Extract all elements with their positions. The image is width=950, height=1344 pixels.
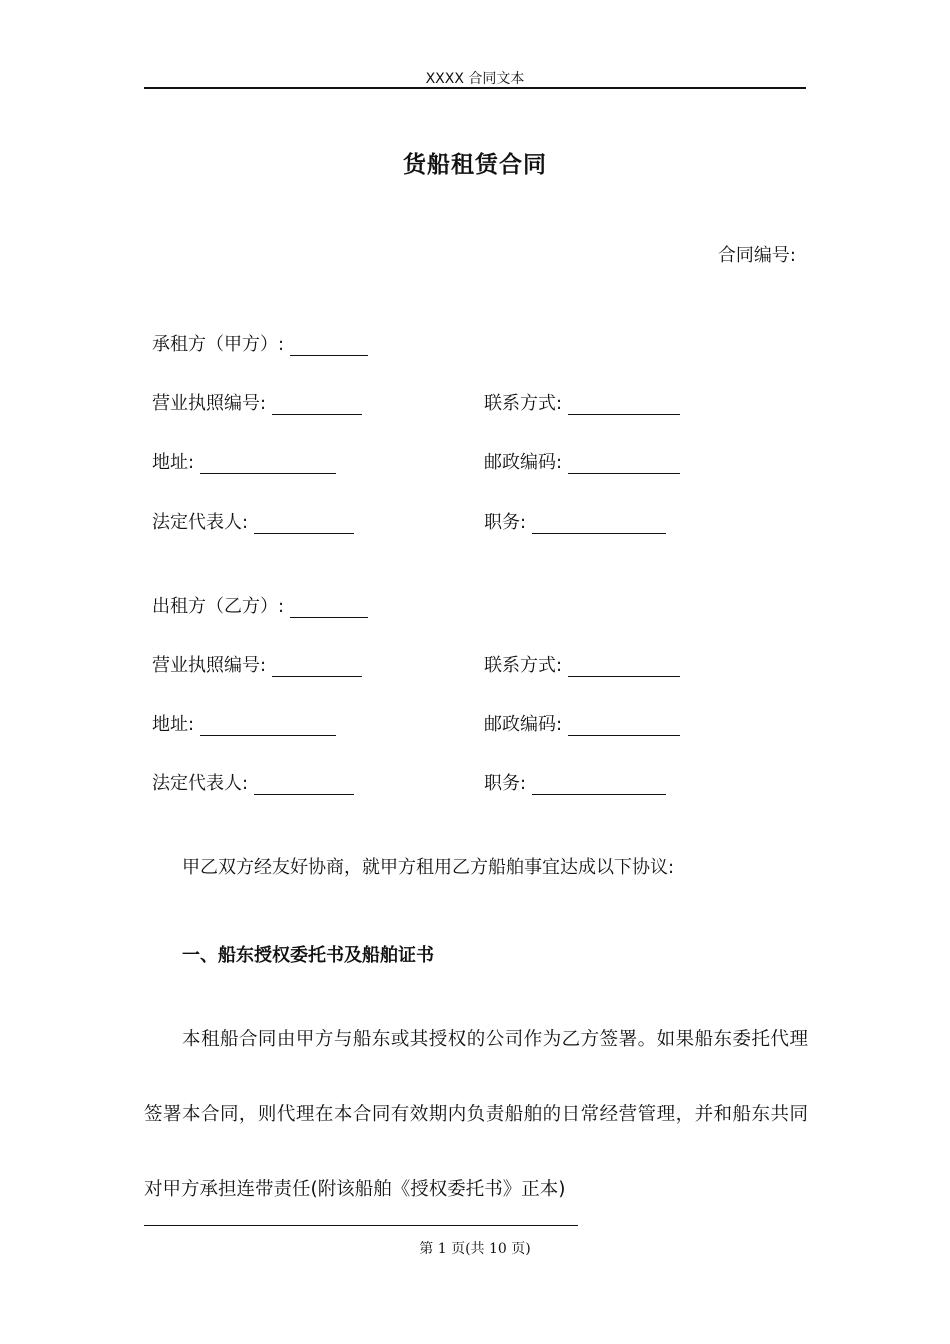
party-a-license-label: 营业执照编号: — [152, 393, 267, 414]
section-1-heading: 一、船东授权委托书及船舶证书 — [182, 945, 434, 966]
party-a-contact-label: 联系方式: — [484, 393, 563, 414]
party-b-contact-field — [484, 651, 680, 677]
party-b-address-field — [152, 710, 336, 736]
party-a-license-blank — [272, 394, 362, 415]
party-a-license-field — [152, 389, 362, 415]
party-b-title: 出租方（乙方）: — [152, 596, 285, 617]
party-b-rep-blank — [254, 774, 354, 795]
party-b-license-field — [152, 651, 362, 677]
party-b-address-label: 地址: — [152, 714, 195, 735]
party-a-rep-label: 法定代表人: — [152, 512, 249, 533]
party-a-address-blank — [200, 453, 336, 474]
party-a-title-field — [152, 330, 368, 356]
party-b-position-label: 职务: — [484, 773, 527, 794]
party-b-license-label: 营业执照编号: — [152, 655, 267, 676]
party-b-title-field — [152, 592, 368, 618]
party-a-address-label: 地址: — [152, 452, 195, 473]
party-a-position-blank — [532, 513, 666, 534]
intro-paragraph: 甲乙双方经友好协商，就甲方租用乙方船舶事宜达成以下协议: — [182, 857, 675, 878]
header-divider — [144, 87, 806, 89]
party-a-postcode-field — [484, 448, 680, 474]
party-b-position-blank — [532, 774, 666, 795]
party-b-contact-blank — [568, 656, 680, 677]
party-a-name-blank — [290, 335, 368, 356]
party-a-contact-blank — [568, 394, 680, 415]
party-a-rep-field — [152, 508, 354, 534]
party-a-contact-field — [484, 389, 680, 415]
contract-number-label: 合同编号: — [717, 245, 796, 266]
party-a-position-label: 职务: — [484, 512, 527, 533]
section-1-body: 本租船合同由甲方与船东或其授权的公司作为乙方签署。如果船东委托代理签署本合同，则代理在本合同有效期内负责船舶的日常经营管理，并和船东共同对甲方承担连带责任(附该船舶《授权委托书》正本) — [144, 1029, 808, 1200]
party-a-address-field — [152, 448, 336, 474]
footer-divider — [144, 1225, 578, 1226]
party-b-postcode-label: 邮政编码: — [484, 714, 563, 735]
document-title: 货船租赁合同 — [403, 152, 547, 178]
party-b-name-blank — [290, 597, 368, 618]
party-b-contact-label: 联系方式: — [484, 655, 563, 676]
party-a-rep-blank — [254, 513, 354, 534]
party-a-position-field — [484, 508, 666, 534]
party-b-position-field — [484, 769, 666, 795]
party-a-title: 承租方（甲方）: — [152, 334, 285, 355]
party-b-rep-label: 法定代表人: — [152, 773, 249, 794]
party-a-postcode-blank — [568, 453, 680, 474]
page-number: 第 1 页(共 10 页) — [419, 1241, 531, 1257]
party-b-postcode-blank — [568, 715, 680, 736]
party-b-license-blank — [272, 656, 362, 677]
party-b-postcode-field — [484, 710, 680, 736]
running-header: XXXX 合同文本 — [425, 71, 525, 87]
party-a-postcode-label: 邮政编码: — [484, 452, 563, 473]
party-b-address-blank — [200, 715, 336, 736]
party-b-rep-field — [152, 769, 354, 795]
